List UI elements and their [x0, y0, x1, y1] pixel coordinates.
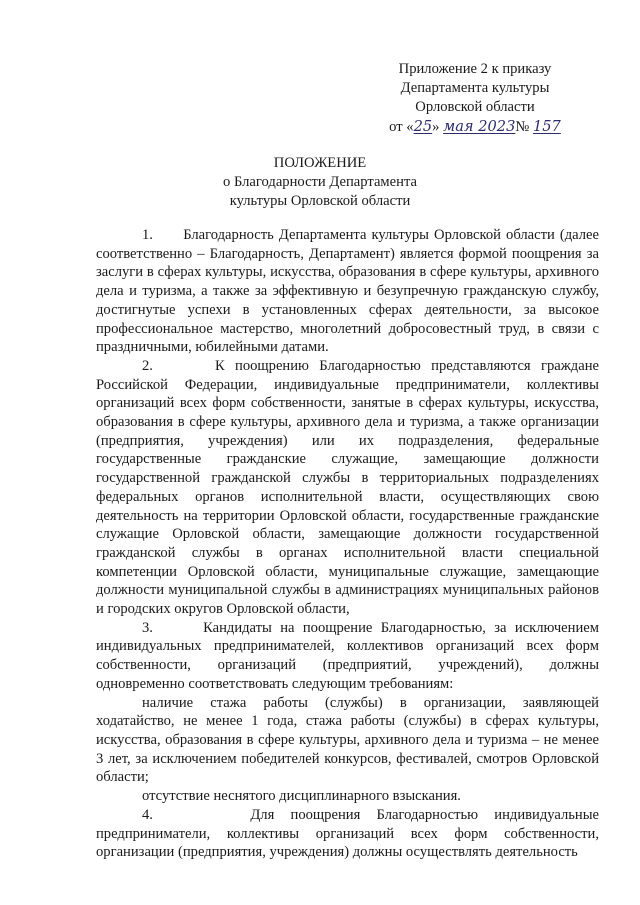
title-line-3: культуры Орловской области	[229, 193, 411, 209]
paragraph-3-requirement-1: наличие стажа работы (службы) в организации, заявляющей ходатайство, не менее 1 года, стажа работы (службы) в сферах культуры, искусства, образования в сфере культуры, архивного дела и туризма – не менее 3 лет, за исключением победителей конкурсов, фестивалей, смотров Орловской области;	[96, 694, 599, 786]
paragraph-2: 2. К поощрению Благодарностью представляются граждане Российской Федерации, индивидуальные предприниматели, коллективы организаций всех форм собственности, занятые в сферах культуры, искусства, образования в сфере культуры, архивного дела и туризма, а также организации (предприятия, учреждения) или их подразделения, федеральные государственные гражданские служащие, замещающие должности государственной гражданской службы в территориальных подразделениях федеральных органов исполнительной власти, осуществляющих свою деятельность на территории Орловской области, государственные гражданские служащие Орловской области, замещающие должности государственной гражданской службы в органах исполнительной власти специальной компетенции Орловской области, муниципальные служащие, замещающие должности муниципальной службы в администрациях муниципальных районов и городских округов Орловской области,	[96, 357, 599, 618]
appendix-line-2: Департамента культуры	[400, 80, 550, 96]
appendix-date-line	[360, 117, 590, 137]
date-prefix: от «	[389, 119, 414, 135]
appendix-header	[360, 60, 590, 137]
handwritten-number: 157	[532, 118, 561, 135]
date-mid: »	[432, 119, 440, 135]
handwritten-day: 25	[413, 118, 433, 135]
paragraph-1: 1. Благодарность Департамента культуры Орловской области (далее соответственно – Благодарность, Департамент) является формой поощрения за заслуги в сферах культуры, искусства, образования в сфере культуры, архивного дела и туризма, а также за эффективную и безупречную гражданскую службу, достигнутые успехи в установленных сферах деятельности, за высокое профессиональное мастерство, многолетний добросовестный труд, в связи с праздничными, юбилейными датами.	[96, 227, 599, 356]
appendix-line-1: Приложение 2 к приказу	[398, 61, 552, 77]
document-body	[96, 226, 599, 862]
title-line-1: ПОЛОЖЕНИЕ	[273, 155, 367, 171]
paragraph-3-requirement-2: отсутствие неснятого дисциплинарного взыскания.	[142, 788, 461, 805]
appendix-line-3: Орловской области	[415, 99, 535, 115]
paragraph-4: 4. Для поощрения Благодарностью индивидуальные предприниматели, коллективы организаций всех форм собственности, организации (предприятия, учреждения) должны осуществлять деятельность	[96, 806, 599, 861]
number-prefix: №	[515, 119, 530, 135]
document-title	[100, 154, 540, 211]
title-line-2: о Благодарности Департамента	[223, 174, 417, 190]
handwritten-month-year: мая 2023	[443, 118, 516, 135]
paragraph-3: 3. Кандидаты на поощрение Благодарностью, за исключением индивидуальных предпринимателей, коллективов организаций всех форм собственности, организаций (предприятий, учреждений), должны одновременно соответствовать следующим требованиям:	[96, 619, 599, 692]
